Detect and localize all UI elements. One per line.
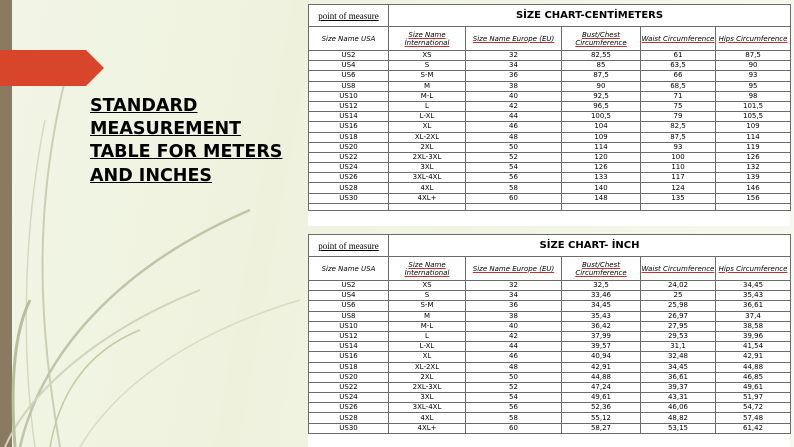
table-cell: 2XL bbox=[389, 142, 466, 152]
table-cell: US18 bbox=[309, 132, 389, 142]
table-cell: 46 bbox=[466, 122, 562, 132]
table-cell: 54 bbox=[466, 393, 562, 403]
table-row bbox=[309, 101, 791, 111]
table-cell: 40,94 bbox=[562, 352, 641, 362]
table-cell: 4XL+ bbox=[389, 423, 466, 433]
table-cell: 55,12 bbox=[562, 413, 641, 423]
table-cell: 114 bbox=[716, 132, 791, 142]
table-cell: 4XL+ bbox=[389, 193, 466, 203]
table-cell: 56 bbox=[466, 403, 562, 413]
table-cell: 56 bbox=[466, 173, 562, 183]
table-cell: US28 bbox=[309, 413, 389, 423]
table-row bbox=[309, 331, 791, 341]
table-cell: 34,45 bbox=[641, 362, 716, 372]
table-cell: US26 bbox=[309, 173, 389, 183]
table-cell: US2 bbox=[309, 51, 389, 61]
table-cell: S-M bbox=[389, 301, 466, 311]
table-cell: M-L bbox=[389, 91, 466, 101]
table-cell: 32,48 bbox=[641, 352, 716, 362]
table-cell: 120 bbox=[562, 152, 641, 162]
table-cell: XL bbox=[389, 352, 466, 362]
table-cell: 3XL bbox=[389, 163, 466, 173]
table-cell: 68,5 bbox=[641, 81, 716, 91]
table-cell: 54 bbox=[466, 163, 562, 173]
table-cell: 93 bbox=[641, 142, 716, 152]
table-cell: 3XL bbox=[389, 393, 466, 403]
table-cell: US20 bbox=[309, 142, 389, 152]
table-cell: 95 bbox=[716, 81, 791, 91]
table-row bbox=[309, 281, 791, 291]
table-cell: US22 bbox=[309, 382, 389, 392]
table-cell: US18 bbox=[309, 362, 389, 372]
table-cell: 98 bbox=[716, 91, 791, 101]
table-cell: M bbox=[389, 311, 466, 321]
table-cell: 63,5 bbox=[641, 61, 716, 71]
table-cell: M-L bbox=[389, 321, 466, 331]
table-cell: 90 bbox=[562, 81, 641, 91]
table-cell: 53,15 bbox=[641, 423, 716, 433]
table-cell: 109 bbox=[562, 132, 641, 142]
table-cell: US8 bbox=[309, 311, 389, 321]
table-cell: 100,5 bbox=[562, 112, 641, 122]
table-cell: 126 bbox=[716, 152, 791, 162]
table-cell: 50 bbox=[466, 142, 562, 152]
table-cell: 31,1 bbox=[641, 342, 716, 352]
table-cell: 87,5 bbox=[562, 71, 641, 81]
table-cell: 79 bbox=[641, 112, 716, 122]
table-cell: 38,58 bbox=[716, 321, 791, 331]
table-cell: 133 bbox=[562, 173, 641, 183]
table-cell: 139 bbox=[716, 173, 791, 183]
table-cell: 42,91 bbox=[562, 362, 641, 372]
table-cell: 32 bbox=[466, 281, 562, 291]
table-row bbox=[309, 122, 791, 132]
table-cell: S bbox=[389, 291, 466, 301]
table-row bbox=[309, 163, 791, 173]
table-cell: 66 bbox=[641, 71, 716, 81]
table-cell: US4 bbox=[309, 61, 389, 71]
table-cell: US6 bbox=[309, 71, 389, 81]
table-cell: 34,45 bbox=[562, 301, 641, 311]
table-cell: 109 bbox=[716, 122, 791, 132]
table-cell: 39,37 bbox=[641, 382, 716, 392]
table-cell: 34 bbox=[466, 61, 562, 71]
table-cell: XS bbox=[389, 281, 466, 291]
table-cell: L-XL bbox=[389, 112, 466, 122]
table-cell: US30 bbox=[309, 193, 389, 203]
table-cell: 124 bbox=[641, 183, 716, 193]
table-cell: 49,61 bbox=[716, 382, 791, 392]
table-cell: 110 bbox=[641, 163, 716, 173]
table-cell: 87,5 bbox=[641, 132, 716, 142]
table-row bbox=[309, 372, 791, 382]
arrow-shape bbox=[0, 50, 104, 86]
table-cell: 58,27 bbox=[562, 423, 641, 433]
table-row bbox=[309, 311, 791, 321]
table-cell: 82,5 bbox=[641, 122, 716, 132]
table-cell: 60 bbox=[466, 193, 562, 203]
table-cell: 60 bbox=[466, 423, 562, 433]
table-cell: 35,43 bbox=[562, 311, 641, 321]
table-row bbox=[309, 152, 791, 162]
table-cell: XL bbox=[389, 122, 466, 132]
table-cell: 51,97 bbox=[716, 393, 791, 403]
table-cell: 46,06 bbox=[641, 403, 716, 413]
table-cell: US30 bbox=[309, 423, 389, 433]
table-cell: US28 bbox=[309, 183, 389, 193]
table-row bbox=[309, 142, 791, 152]
table-cell: 47,24 bbox=[562, 382, 641, 392]
table-cell: 90 bbox=[716, 61, 791, 71]
table-cell: 48 bbox=[466, 132, 562, 142]
column-header: Waist Circumference bbox=[641, 257, 716, 281]
table-cell: XS bbox=[389, 51, 466, 61]
cm-size-chart bbox=[308, 4, 790, 226]
table-cell: 48 bbox=[466, 362, 562, 372]
table-cell: 36 bbox=[466, 71, 562, 81]
table-cell: 25 bbox=[641, 291, 716, 301]
table-row bbox=[309, 193, 791, 203]
column-header: Bust/Chest Circumference bbox=[562, 257, 641, 281]
table-cell: 36,42 bbox=[562, 321, 641, 331]
column-header: Hips Circumference bbox=[716, 257, 791, 281]
table-cell: 43,31 bbox=[641, 393, 716, 403]
table-cell: 48,82 bbox=[641, 413, 716, 423]
table-row bbox=[309, 183, 791, 193]
table-cell: 114 bbox=[562, 142, 641, 152]
table-row bbox=[309, 352, 791, 362]
table-cell: US20 bbox=[309, 372, 389, 382]
table-row bbox=[309, 362, 791, 372]
table-cell: 29,53 bbox=[641, 331, 716, 341]
table-cell: US14 bbox=[309, 342, 389, 352]
table-cell: 71 bbox=[641, 91, 716, 101]
table-cell: 37,99 bbox=[562, 331, 641, 341]
table-cell: 38 bbox=[466, 311, 562, 321]
table-cell: 34 bbox=[466, 291, 562, 301]
table-row bbox=[309, 132, 791, 142]
table-cell: 36,61 bbox=[716, 301, 791, 311]
table-row bbox=[309, 413, 791, 423]
inch-size-chart bbox=[308, 234, 790, 447]
table-cell: US22 bbox=[309, 152, 389, 162]
table-cell: US10 bbox=[309, 91, 389, 101]
point-of-measure-label: point of measure bbox=[309, 235, 389, 257]
table-cell: US24 bbox=[309, 163, 389, 173]
table-cell: XL-2XL bbox=[389, 362, 466, 372]
table-cell: US6 bbox=[309, 301, 389, 311]
table-cell: US4 bbox=[309, 291, 389, 301]
table-cell: 140 bbox=[562, 183, 641, 193]
table-cell: 58 bbox=[466, 413, 562, 423]
column-header: Size Name İnternational bbox=[389, 257, 466, 281]
table-cell: S-M bbox=[389, 71, 466, 81]
table-cell: 35,43 bbox=[716, 291, 791, 301]
table-cell: 4XL bbox=[389, 183, 466, 193]
table-cell: 49,61 bbox=[562, 393, 641, 403]
table-cell: 126 bbox=[562, 163, 641, 173]
table-row bbox=[309, 321, 791, 331]
table-cell: 32 bbox=[466, 51, 562, 61]
table-cell: 42 bbox=[466, 331, 562, 341]
slide-title: STANDARD MEASUREMENT TABLE FOR METERS AND INCHES bbox=[90, 96, 283, 186]
table-row bbox=[309, 393, 791, 403]
table-cell: 58 bbox=[466, 183, 562, 193]
table-cell: 4XL bbox=[389, 413, 466, 423]
table-cell: US12 bbox=[309, 101, 389, 111]
table-cell: 46 bbox=[466, 352, 562, 362]
table-cell: S bbox=[389, 61, 466, 71]
table-row bbox=[309, 71, 791, 81]
table-cell: 146 bbox=[716, 183, 791, 193]
column-header: Size Name İnternational bbox=[389, 27, 466, 51]
table-cell: 93 bbox=[716, 71, 791, 81]
table-cell: 40 bbox=[466, 91, 562, 101]
table-cell: US16 bbox=[309, 122, 389, 132]
table-cell: 33,46 bbox=[562, 291, 641, 301]
table-cell: 75 bbox=[641, 101, 716, 111]
table-cell: 24,02 bbox=[641, 281, 716, 291]
table-cell: US10 bbox=[309, 321, 389, 331]
table-cell: 44,88 bbox=[562, 372, 641, 382]
table-cell: 41,54 bbox=[716, 342, 791, 352]
table-cell: US2 bbox=[309, 281, 389, 291]
table-row bbox=[309, 91, 791, 101]
table-cell: US24 bbox=[309, 393, 389, 403]
table-cell: US26 bbox=[309, 403, 389, 413]
table-cell: XL-2XL bbox=[389, 132, 466, 142]
table-cell: 44,88 bbox=[716, 362, 791, 372]
table-cell: 37,4 bbox=[716, 311, 791, 321]
table-cell: 61 bbox=[641, 51, 716, 61]
table-cell: 44 bbox=[466, 342, 562, 352]
column-header: Bust/Chest Circumference bbox=[562, 27, 641, 51]
table-cell: 44 bbox=[466, 112, 562, 122]
table-cell: 52,36 bbox=[562, 403, 641, 413]
table-cell: 3XL-4XL bbox=[389, 403, 466, 413]
column-header: Size Name USA bbox=[309, 257, 389, 281]
table-row bbox=[309, 342, 791, 352]
table-cell: 96,5 bbox=[562, 101, 641, 111]
column-header: Size Name Europe (EU) bbox=[466, 27, 562, 51]
table-cell: 148 bbox=[562, 193, 641, 203]
table-cell: 119 bbox=[716, 142, 791, 152]
table-cell: 132 bbox=[716, 163, 791, 173]
table-cell: 87,5 bbox=[716, 51, 791, 61]
table-cell: 42 bbox=[466, 101, 562, 111]
table-cell: 100 bbox=[641, 152, 716, 162]
table-cell: 85 bbox=[562, 61, 641, 71]
table-cell: 32,5 bbox=[562, 281, 641, 291]
table-cell: 27,95 bbox=[641, 321, 716, 331]
table-cell: 57,48 bbox=[716, 413, 791, 423]
table-cell: 82,55 bbox=[562, 51, 641, 61]
table-cell: L bbox=[389, 331, 466, 341]
table-cell: 61,42 bbox=[716, 423, 791, 433]
column-header: Size Name USA bbox=[309, 27, 389, 51]
table-row bbox=[309, 301, 791, 311]
table-cell: 135 bbox=[641, 193, 716, 203]
table-cell: 34,45 bbox=[716, 281, 791, 291]
table-row bbox=[309, 382, 791, 392]
column-header: Hips Circumference bbox=[716, 27, 791, 51]
cm-chart-title: SİZE CHART-CENTİMETERS bbox=[389, 5, 791, 27]
table-cell: 105,5 bbox=[716, 112, 791, 122]
table-cell: 38 bbox=[466, 81, 562, 91]
table-cell: L bbox=[389, 101, 466, 111]
table-cell: 2XL-3XL bbox=[389, 382, 466, 392]
table-row bbox=[309, 81, 791, 91]
table-cell: 156 bbox=[716, 193, 791, 203]
table-cell: 52 bbox=[466, 382, 562, 392]
table-row bbox=[309, 291, 791, 301]
table-row bbox=[309, 112, 791, 122]
table-cell: 54,72 bbox=[716, 403, 791, 413]
table-cell: M bbox=[389, 81, 466, 91]
table-cell: 25,98 bbox=[641, 301, 716, 311]
inch-chart-title: SİZE CHART- İNCH bbox=[389, 235, 791, 257]
table-cell: 26,97 bbox=[641, 311, 716, 321]
table-cell: 101,5 bbox=[716, 101, 791, 111]
table-row bbox=[309, 423, 791, 433]
table-cell: 2XL bbox=[389, 372, 466, 382]
table-cell: 52 bbox=[466, 152, 562, 162]
table-cell: US16 bbox=[309, 352, 389, 362]
table-cell: 39,96 bbox=[716, 331, 791, 341]
point-of-measure-label: point of measure bbox=[309, 5, 389, 27]
table-cell: 2XL-3XL bbox=[389, 152, 466, 162]
table-cell: 46,85 bbox=[716, 372, 791, 382]
table-row bbox=[309, 61, 791, 71]
table-cell: 50 bbox=[466, 372, 562, 382]
table-cell: L-XL bbox=[389, 342, 466, 352]
table-cell: 36 bbox=[466, 301, 562, 311]
table-cell: US12 bbox=[309, 331, 389, 341]
table-cell: 42,91 bbox=[716, 352, 791, 362]
table-cell: 104 bbox=[562, 122, 641, 132]
column-header: Waist Circumference bbox=[641, 27, 716, 51]
table-cell: 36,61 bbox=[641, 372, 716, 382]
column-header: Size Name Europe (EU) bbox=[466, 257, 562, 281]
table-cell: 3XL-4XL bbox=[389, 173, 466, 183]
table-row bbox=[309, 403, 791, 413]
table-row bbox=[309, 173, 791, 183]
table-row bbox=[309, 51, 791, 61]
table-cell: 40 bbox=[466, 321, 562, 331]
table-cell: 92,5 bbox=[562, 91, 641, 101]
table-cell: US8 bbox=[309, 81, 389, 91]
table-cell: 117 bbox=[641, 173, 716, 183]
table-cell: 39,57 bbox=[562, 342, 641, 352]
table-cell: US14 bbox=[309, 112, 389, 122]
